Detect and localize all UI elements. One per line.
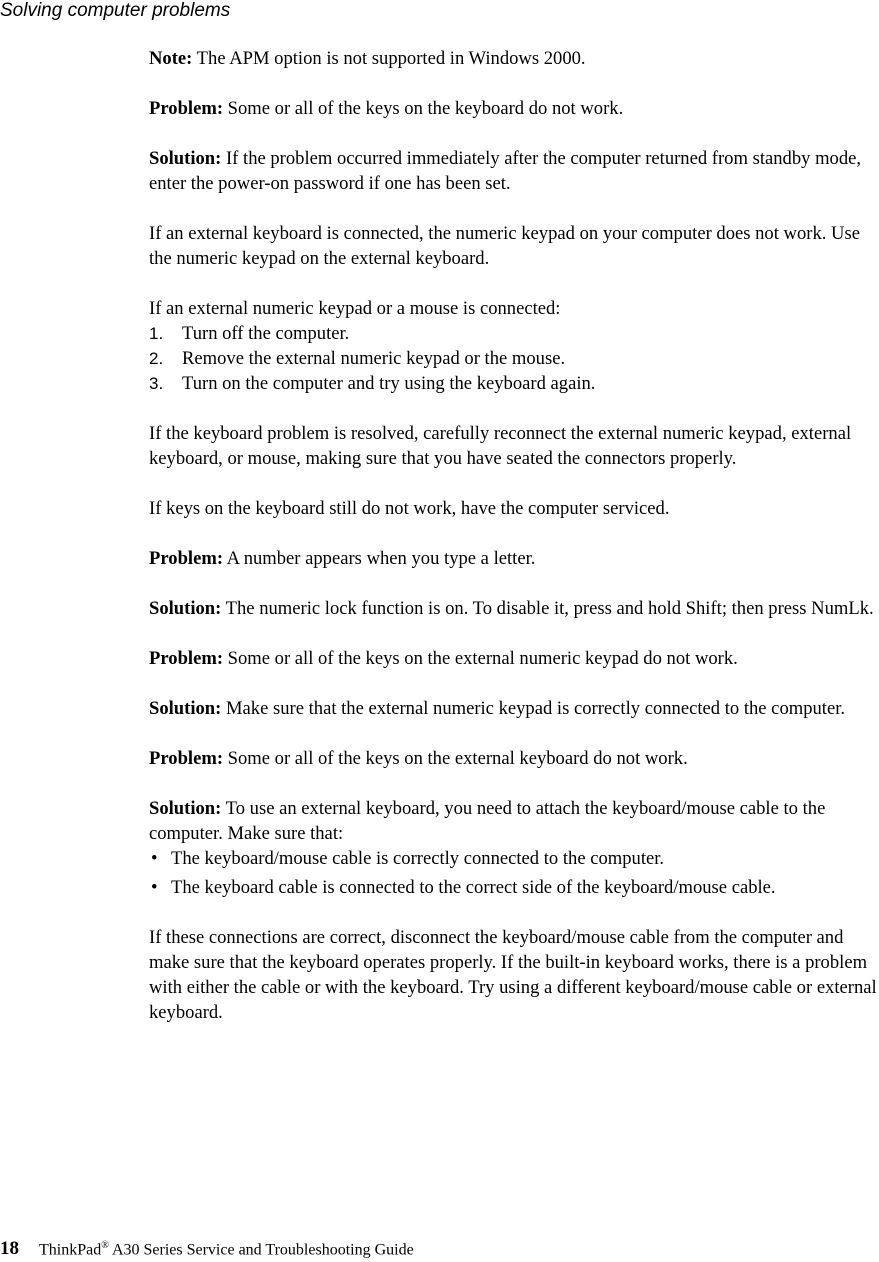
list-item <box>149 371 879 396</box>
solution-2 <box>149 596 879 621</box>
bullet-text: The keyboard cable is connected to the correct side of the keyboard/mouse cable. <box>171 877 776 898</box>
step-number: 1. <box>149 324 164 343</box>
note-label: Note: <box>149 48 193 69</box>
problem-3-label: Problem: <box>149 648 224 669</box>
list-item <box>149 321 879 346</box>
problem-2-label: Problem: <box>149 548 224 569</box>
step-number: 3. <box>149 374 164 393</box>
bullet-marker: • <box>151 848 158 869</box>
bullet-list <box>149 846 879 900</box>
solution-3-text: Make sure that the external numeric keypad is correctly connected to the computer. <box>221 698 846 719</box>
bullet-marker: • <box>151 877 158 898</box>
guide-title-prefix: ThinkPad <box>39 1241 102 1259</box>
list-item <box>149 875 879 900</box>
solution-1-text: If the problem occurred immediately after the computer returned from standby mode, enter the power-on password if one has been set. <box>149 148 862 194</box>
solution-4 <box>149 796 879 846</box>
external-keyboard-paragraph: If an external keyboard is connected, the numeric keypad on your computer does not work. Use the numeric keypad on the external keyboard. <box>149 223 860 269</box>
solution-1-label: Solution: <box>149 148 222 169</box>
step-text: Turn off the computer. <box>182 323 350 344</box>
note-paragraph <box>149 46 879 71</box>
running-header: Solving computer problems <box>0 0 231 21</box>
note-text: The APM option is not supported in Windows 2000. <box>192 48 586 69</box>
still-not-work-paragraph: If keys on the keyboard still do not work, have the computer serviced. <box>149 498 670 519</box>
step-text: Remove the external numeric keypad or the mouse. <box>182 348 566 369</box>
solution-1 <box>149 146 879 196</box>
registered-mark: ® <box>101 1240 109 1251</box>
resolved-paragraph: If the keyboard problem is resolved, carefully reconnect the external numeric keypad, external keyboard, or mouse, making sure that you have seated the connectors properly. <box>149 423 852 469</box>
solution-3 <box>149 696 879 721</box>
solution-4-text: To use an external keyboard, you need to attach the keyboard/mouse cable to the computer. Make sure that: <box>149 798 826 844</box>
page-content <box>149 46 879 1050</box>
final-paragraph: If these connections are correct, disconnect the keyboard/mouse cable from the computer and make sure that the keyboard operates properly. If the built-in keyboard works, there is a problem with either the cable or with the keyboard. Try using a different keyboard/mouse cable or external keyboard. <box>149 927 877 1023</box>
problem-4-label: Problem: <box>149 748 224 769</box>
external-keypad-intro: If an external numeric keypad or a mouse is connected: <box>149 298 561 319</box>
list-item <box>149 346 879 371</box>
step-number: 2. <box>149 349 164 368</box>
problem-3-text: Some or all of the keys on the external numeric keypad do not work. <box>223 648 738 669</box>
solution-2-text: The numeric lock function is on. To disable it, press and hold Shift; then press NumLk. <box>221 598 874 619</box>
problem-2 <box>149 546 879 571</box>
list-item <box>149 846 879 871</box>
problem-1-label: Problem: <box>149 98 224 119</box>
problem-2-text: A number appears when you type a letter. <box>223 548 536 569</box>
page-footer <box>0 1234 414 1262</box>
bullet-text: The keyboard/mouse cable is correctly connected to the computer. <box>171 848 665 869</box>
problem-1 <box>149 96 879 121</box>
step-text: Turn on the computer and try using the keyboard again. <box>182 373 596 394</box>
problem-4-text: Some or all of the keys on the external keyboard do not work. <box>223 748 688 769</box>
problem-4 <box>149 746 879 771</box>
steps-list <box>149 321 879 396</box>
page-number: 18 <box>0 1238 19 1260</box>
guide-title-suffix: A30 Series Service and Troubleshooting Guide <box>108 1241 414 1259</box>
solution-3-label: Solution: <box>149 698 222 719</box>
problem-1-text: Some or all of the keys on the keyboard do not work. <box>223 98 624 119</box>
solution-2-label: Solution: <box>149 598 222 619</box>
solution-4-label: Solution: <box>149 798 222 819</box>
problem-3 <box>149 646 879 671</box>
